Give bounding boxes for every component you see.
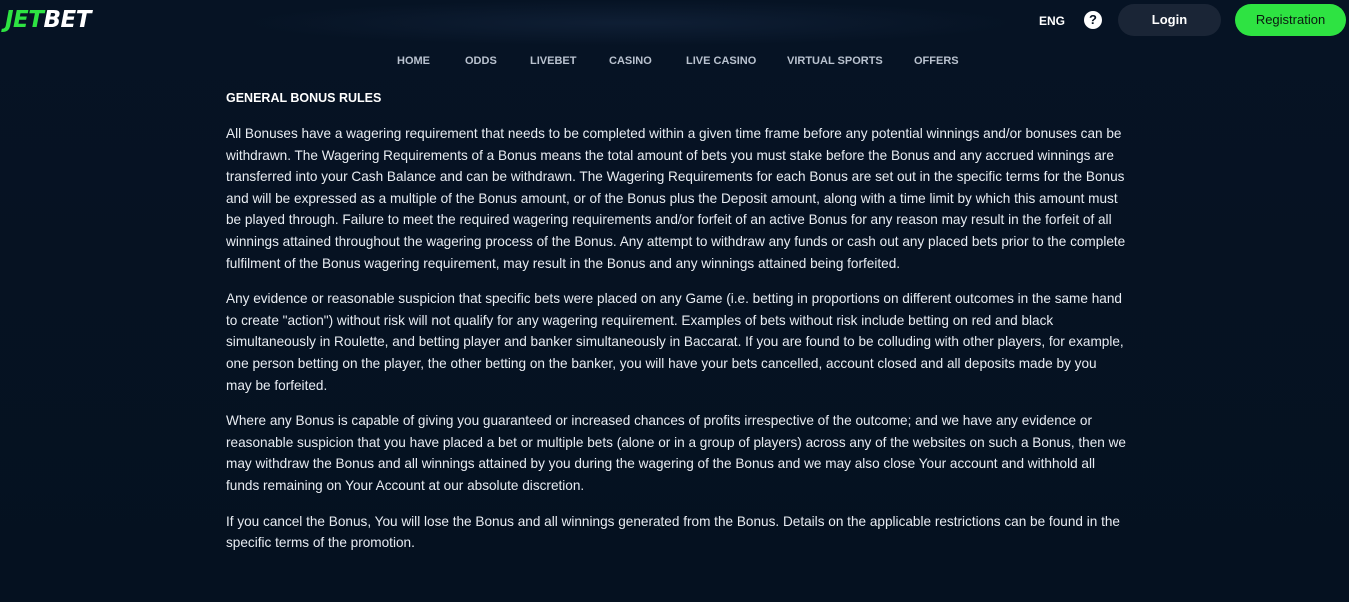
logo-bet-text: BET xyxy=(43,7,91,33)
login-button[interactable]: Login xyxy=(1118,4,1221,36)
section-heading: GENERAL BONUS RULES xyxy=(226,91,382,105)
language-selector[interactable]: ENG xyxy=(1039,14,1066,28)
top-bar-glow xyxy=(240,0,1020,46)
nav-item-home[interactable]: HOME xyxy=(397,55,430,67)
nav-item-casino[interactable]: CASINO xyxy=(609,55,652,67)
jetbet-logo[interactable] xyxy=(5,6,91,34)
rules-paragraph: Any evidence or reasonable suspicion that specific bets were placed on any Game (i.e. betting in proportions on different outcomes in the same hand to create "action") without risk will not qualify for any wagering requirement. Examples of bets without risk include betting on red and black simultaneously in Roulette, and betting player and banker simultaneously in Baccarat. If you are found to be colluding with other players, for example, one person betting on the player, the other betting on the banker, you will have your bets cancelled, account closed and all deposits made by you may be forfeited. xyxy=(226,291,1124,393)
top-bar xyxy=(0,0,1349,42)
rules-paragraph: Where any Bonus is capable of giving you guaranteed or increased chances of profits irrespective of the outcome; and we have any evidence or reasonable suspicion that you have placed a bet or multiple bets (alone or in a group of players) across any of the websites on such a Bonus, then we may withdraw the Bonus and all winnings attained by you during the wagering of the Bonus and we may also close Your account and withhold all funds remaining on Your Account at our absolute discretion. xyxy=(226,413,1126,493)
nav-item-live-casino[interactable]: LIVE CASINO xyxy=(686,55,757,67)
nav-item-virtual-sports[interactable]: VIRTUAL SPORTS xyxy=(787,55,883,67)
bonus-rules-content xyxy=(226,88,1126,568)
main-nav xyxy=(0,52,1349,70)
logo-jet-text: JET xyxy=(5,7,44,33)
nav-item-offers[interactable]: OFFERS xyxy=(914,55,959,67)
nav-item-odds[interactable]: ODDS xyxy=(465,55,497,67)
registration-button[interactable]: Registration xyxy=(1235,4,1346,36)
question-icon[interactable]: ? xyxy=(1084,11,1102,29)
rules-paragraph: If you cancel the Bonus, You will lose the Bonus and all winnings generated from the Bonus. Details on the applicable restrictions can be found in the specific terms of the promotion. xyxy=(226,513,1120,551)
nav-item-livebet[interactable]: LIVEBET xyxy=(530,55,577,67)
rules-paragraph: All Bonuses have a wagering requirement that needs to be completed within a given time frame before any potential winnings and/or bonuses can be withdrawn. The Wagering Requirements of a Bonus means the total amount of bets you must stake before the Bonus and any accrued winnings are transferred into your Cash Balance and can be withdrawn. The Wagering Requirements for each Bonus are set out in the specific terms for the Bonus and will be expressed as a multiple of the Bonus amount, or of the Bonus plus the Deposit amount, along with a time limit by which this amount must be played through. Failure to meet the required wagering requirements and/or forfeit of an active Bonus for any reason may result in the forfeit of all winnings attained throughout the wagering process of the Bonus. Any attempt to withdraw any funds or cash out any placed bets prior to the complete fulfilment of the Bonus wagering requirement, may result in the Bonus and any winnings attained being forfeited. xyxy=(226,126,1126,271)
